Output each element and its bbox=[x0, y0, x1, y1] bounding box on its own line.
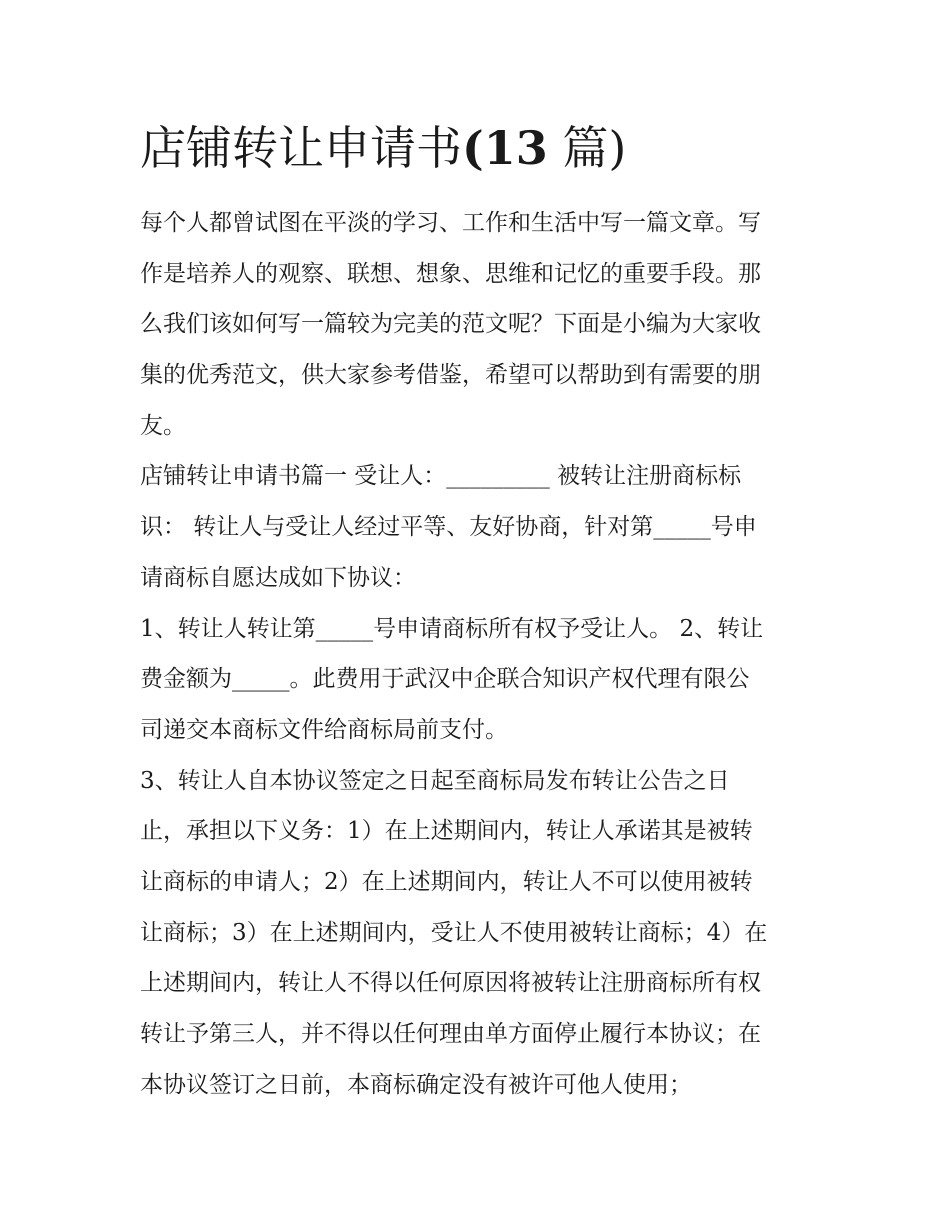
text-line: 3、转让人自本协议签定之日起至商标局发布转让公告之日 bbox=[140, 767, 730, 794]
text-line: 么我们该如何写一篇较为完美的范文呢？下面是小编为大家收 bbox=[140, 311, 761, 338]
title-main: 店铺转让申请书 bbox=[140, 121, 462, 175]
text-line: 司递交本商标文件给商标局前支付。 bbox=[140, 716, 508, 743]
title-number: (13 bbox=[462, 121, 548, 175]
text-line: 每个人都曾试图在平淡的学习、工作和生活中写一篇文章。写 bbox=[140, 210, 761, 236]
text-line: 让商标；3）在上述期间内，受让人不使用被转让商标；4）在 bbox=[140, 919, 768, 946]
document-body bbox=[140, 198, 820, 1110]
text-line: 识： 转让人与受让人经过平等、友好协商，针对第_____号申 bbox=[140, 514, 757, 541]
text-line: 本协议签订之日前，本商标确定没有被许可他人使用； bbox=[140, 1071, 692, 1098]
text-line: 上述期间内，转让人不得以任何原因将被转让注册商标所有权 bbox=[140, 970, 761, 997]
text-line: 让商标的申请人；2）在上述期间内，转让人不可以使用被转 bbox=[140, 868, 753, 895]
text-line: 店铺转让申请书篇一 受让人：_________ 被转让注册商标标 bbox=[140, 463, 742, 490]
title-tail: 篇) bbox=[547, 121, 627, 175]
text-line: 转让予第三人，并不得以任何理由单方面停止履行本协议；在 bbox=[140, 1021, 761, 1047]
page-title bbox=[140, 118, 820, 178]
text-line: 请商标自愿达成如下协议： bbox=[140, 564, 416, 591]
text-line: 费金额为_____。此费用于武汉中企联合知识产权代理有限公 bbox=[140, 666, 750, 693]
text-line: 1、转让人转让第_____号申请商标所有权予受让人。 2、转让 bbox=[140, 615, 764, 642]
text-line: 集的优秀范文，供大家参考借鉴，希望可以帮助到有需要的朋 bbox=[140, 362, 761, 389]
text-line: 止，承担以下义务：1）在上述期间内，转让人承诺其是被转 bbox=[140, 818, 753, 845]
text-line: 友。 bbox=[140, 412, 186, 439]
text-line: 作是培养人的观察、联想、想象、思维和记忆的重要手段。那 bbox=[140, 260, 761, 287]
